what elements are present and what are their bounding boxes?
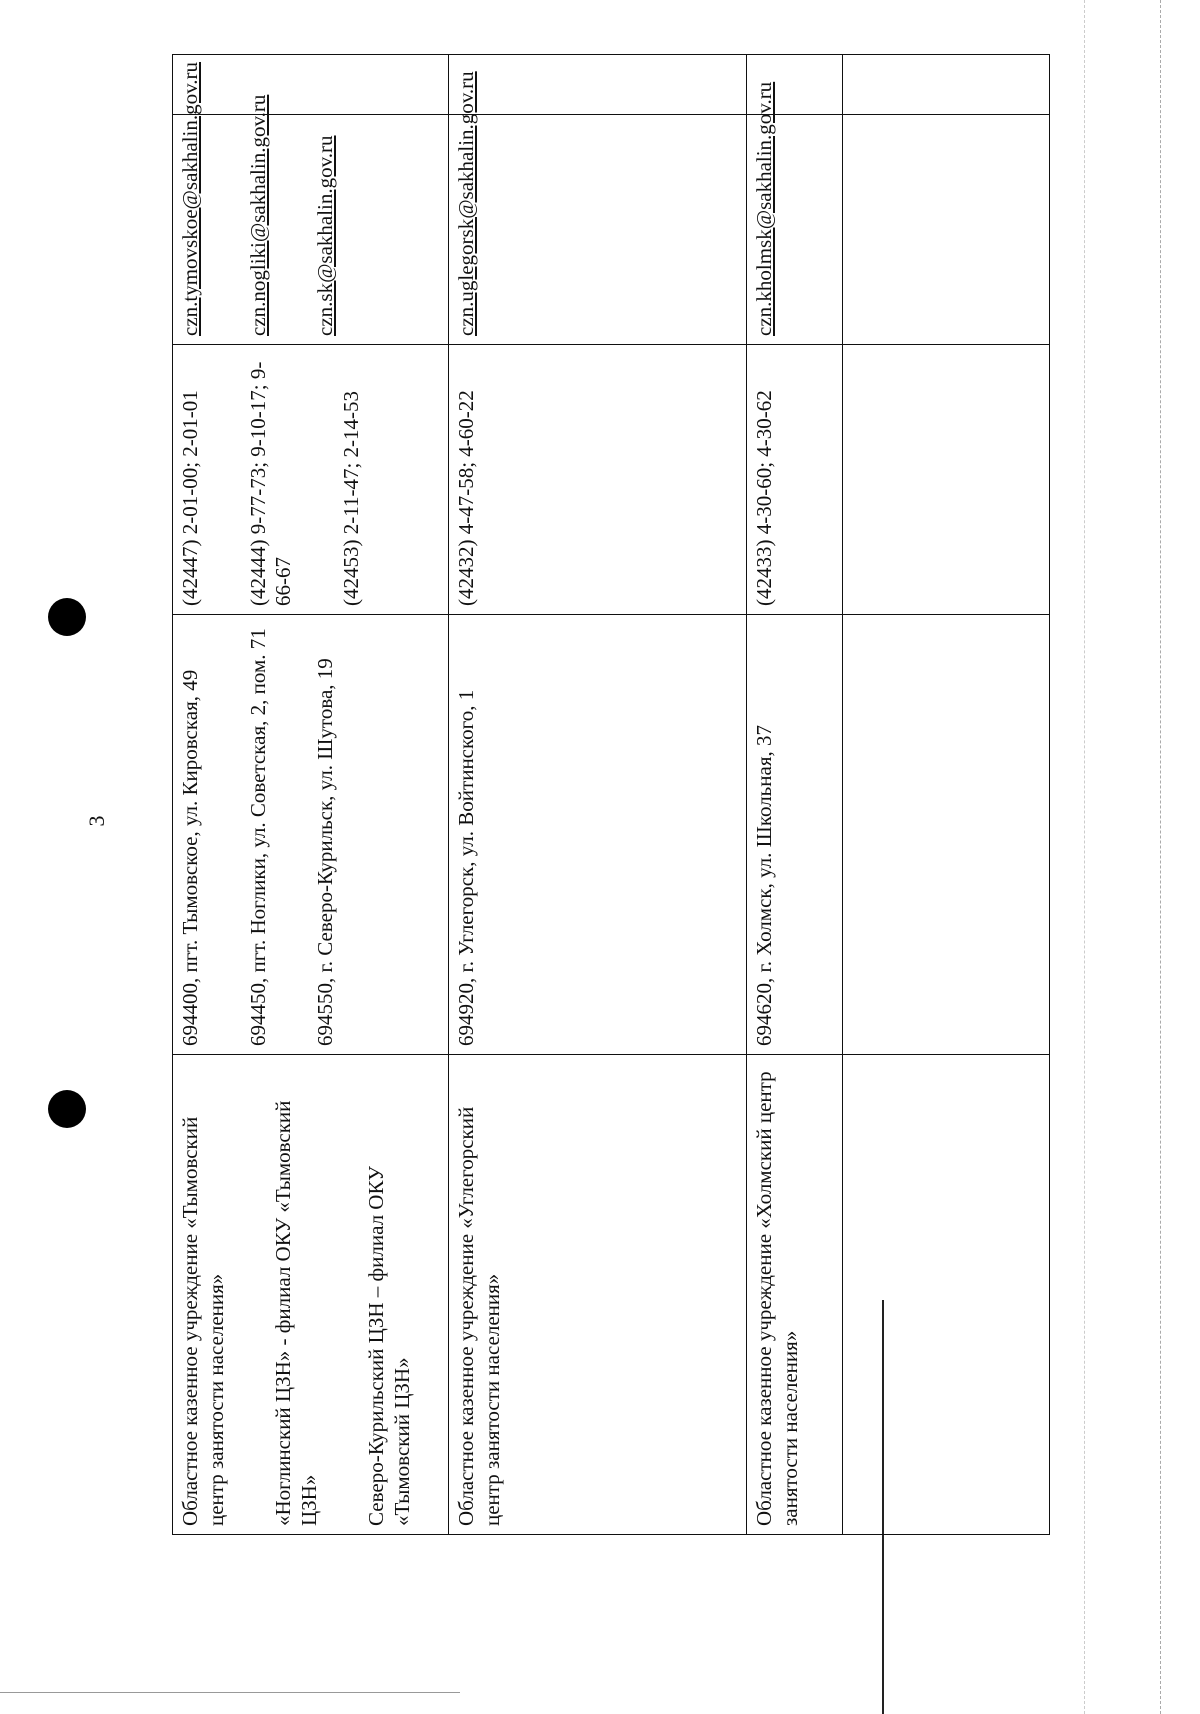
org-name-cell xyxy=(747,1055,843,1535)
empty-cell xyxy=(173,55,449,115)
address-cell xyxy=(173,615,449,1055)
email-link[interactable]: czn.tymovskoe@sakhalin.gov.ru xyxy=(178,61,202,336)
org-name: Областное казенное учреждение «Холмский центр занятости населения» xyxy=(752,1071,802,1526)
table-row xyxy=(843,55,1050,1535)
punch-hole xyxy=(48,598,86,636)
address-cell xyxy=(449,615,747,1055)
scan-edge-line xyxy=(1084,0,1085,1714)
contacts-table xyxy=(172,54,1050,1535)
contacts-table-rotated xyxy=(172,55,1050,1535)
phone: (42447) 2-01-00; 2-01-01 xyxy=(178,390,202,606)
phone: (42453) 2-11-47; 2-14-53 xyxy=(338,390,363,606)
table-row xyxy=(747,55,843,1535)
phone: (42444) 9-77-73; 9-10-17; 9-66-67 xyxy=(245,361,296,606)
table-row xyxy=(173,55,449,1535)
phone: (42432) 4-47-58; 4-60-22 xyxy=(454,390,478,606)
org-name-cell xyxy=(449,1055,747,1535)
address: 694920, г. Углегорск, ул. Войтинского, 1 xyxy=(454,689,478,1046)
address-cell xyxy=(747,615,843,1055)
org-name-cell xyxy=(173,1055,449,1535)
phone-cell xyxy=(747,345,843,615)
empty-cell xyxy=(843,1055,1050,1535)
email-link[interactable]: czn.sk@sakhalin.gov.ru xyxy=(313,135,338,336)
empty-cell xyxy=(843,55,1050,115)
phone: (42433) 4-30-60; 4-30-62 xyxy=(752,390,776,606)
email-cell xyxy=(449,71,747,345)
page-number: 3 xyxy=(84,815,109,827)
address: 694620, г. Холмск, ул. Школьная, 37 xyxy=(752,725,776,1046)
org-name: «Ноглинский ЦЗН» - филиал ОКУ «Тымовский ЦЗН» xyxy=(271,1100,321,1526)
scan-artifact-line xyxy=(0,1692,460,1693)
email-link[interactable]: czn.nogliki@sakhalin.gov.ru xyxy=(245,94,270,336)
org-name: Северо-Курильский ЦЗН – филиал ОКУ «Тымовский ЦЗН» xyxy=(364,1166,415,1526)
address: 694400, пгт. Тымовское, ул. Кировская, 49 xyxy=(178,669,202,1046)
email-link[interactable]: czn.uglegorsk@sakhalin.gov.ru xyxy=(454,71,478,336)
punch-hole xyxy=(48,1090,86,1128)
empty-cell xyxy=(843,115,1050,345)
scan-edge-line xyxy=(1160,0,1161,1714)
org-name: Областное казенное учреждение «Тымовский центр занятости населения» xyxy=(178,1116,228,1526)
phone-cell xyxy=(173,345,449,615)
phone-cell xyxy=(449,345,747,615)
address: 694550, г. Северо-Курильск, ул. Шутова, 19 xyxy=(313,658,338,1046)
org-name: Областное казенное учреждение «Углегорский центр занятости населения» xyxy=(454,1106,504,1526)
email-link[interactable]: czn.kholmsk@sakhalin.gov.ru xyxy=(752,81,776,336)
address: 694450, пгт. Ноглики, ул. Советская, 2, пом. 71 xyxy=(245,628,270,1046)
email-cell xyxy=(747,81,843,345)
email-cell xyxy=(173,61,449,345)
table-row xyxy=(449,55,747,1535)
empty-cell xyxy=(843,345,1050,615)
empty-cell xyxy=(449,55,747,115)
empty-cell xyxy=(843,615,1050,1055)
